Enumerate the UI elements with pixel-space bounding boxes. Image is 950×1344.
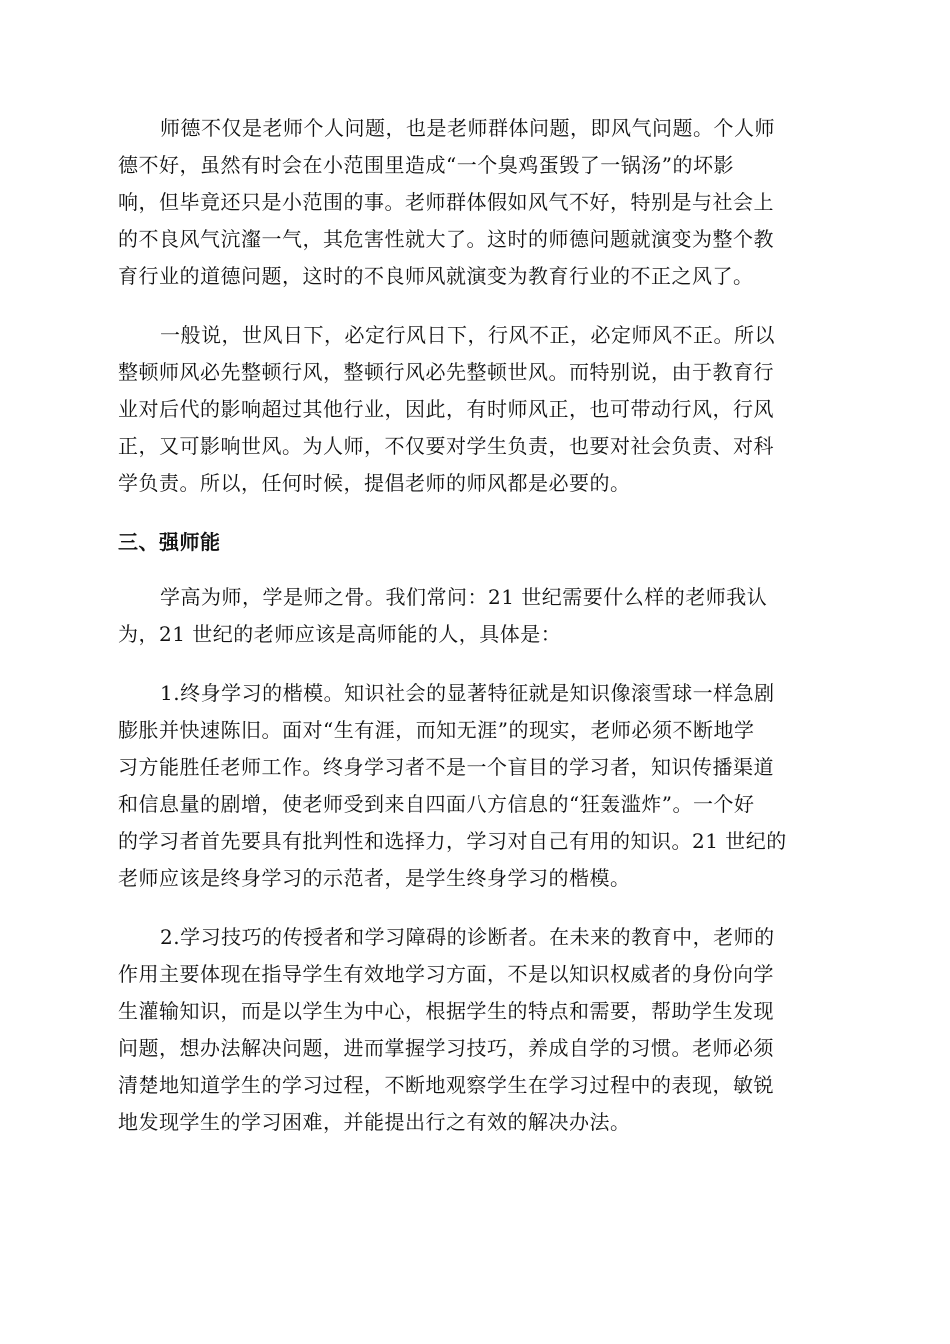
section-heading: 三、强师能 [118,530,221,554]
text-line: 整顿师风必先整顿行风，整顿行风必先整顿世风。而特别说，由于教育行 [118,360,774,384]
text-line: 的学习者首先要具有批判性和选择力，学习对自己有用的知识。21 世纪的 [118,829,787,853]
text-line: 响，但毕竟还只是小范围的事。老师群体假如风气不好，特别是与社会上 [118,190,774,214]
text-line: 清楚地知道学生的学习过程，不断地观察学生在学习过程中的表现，敏锐 [118,1073,774,1097]
paragraph-lifelong-learning [118,675,834,897]
text-line: 地发现学生的学习困难，并能提出行之有效的解决办法。 [118,1110,631,1134]
text-line: 一般说，世风日下，必定行风日下，行风不正，必定师风不正。所以 [160,323,775,347]
text-line: 习方能胜任老师工作。终身学习者不是一个盲目的学习者，知识传播渠道 [118,755,774,779]
text-line: 学高为师，学是师之骨。我们常问：21 世纪需要什么样的老师我认 [160,585,768,609]
document-page [118,110,834,1163]
paragraph-teacher-ethics-group [118,110,834,295]
text-line: 老师应该是终身学习的示范者，是学生终身学习的楷模。 [118,866,631,890]
text-line: 正，又可影响世风。为人师，不仅要对学生负责，也要对社会负责、对科 [118,434,774,458]
text-line: 德不好，虽然有时会在小范围里造成“一个臭鸡蛋毁了一锅汤”的坏影 [118,153,734,177]
text-line: 业对后代的影响超过其他行业，因此，有时师风正，也可带动行风，行风 [118,397,774,421]
text-line: 育行业的道德问题，这时的不良师风就演变为教育行业的不正之风了。 [118,264,754,288]
text-line: 和信息量的剧增，使老师受到来自四面八方信息的“狂轰滥炸”。一个好 [118,792,755,816]
paragraph-learning-intro [118,579,834,653]
text-line: 师德不仅是老师个人问题，也是老师群体问题，即风气问题。个人师 [160,116,775,140]
text-line: 2.学习技巧的传授者和学习障碍的诊断者。在未来的教育中，老师的 [160,925,775,949]
text-line: 作用主要体现在指导学生有效地学习方面，不是以知识权威者的身份向学 [118,962,774,986]
text-line: 学负责。所以，任何时候，提倡老师的师风都是必要的。 [118,471,631,495]
text-line: 1.终身学习的楷模。知识社会的显著特征就是知识像滚雪球一样急剧 [160,681,775,705]
text-line: 的不良风气沆瀣一气，其危害性就大了。这时的师德问题就演变为整个教 [118,227,774,251]
text-line: 膨胀并快速陈旧。面对“生有涯，而知无涯”的现实，老师必须不断地学 [118,718,755,742]
text-line: 生灌输知识，而是以学生为中心，根据学生的特点和需要，帮助学生发现 [118,999,774,1023]
text-line: 问题，想办法解决问题，进而掌握学习技巧，养成自学的习惯。老师必须 [118,1036,774,1060]
paragraph-social-atmosphere [118,317,834,502]
paragraph-learning-skills [118,919,834,1141]
text-line: 为，21 世纪的老师应该是高师能的人，具体是： [118,622,562,646]
